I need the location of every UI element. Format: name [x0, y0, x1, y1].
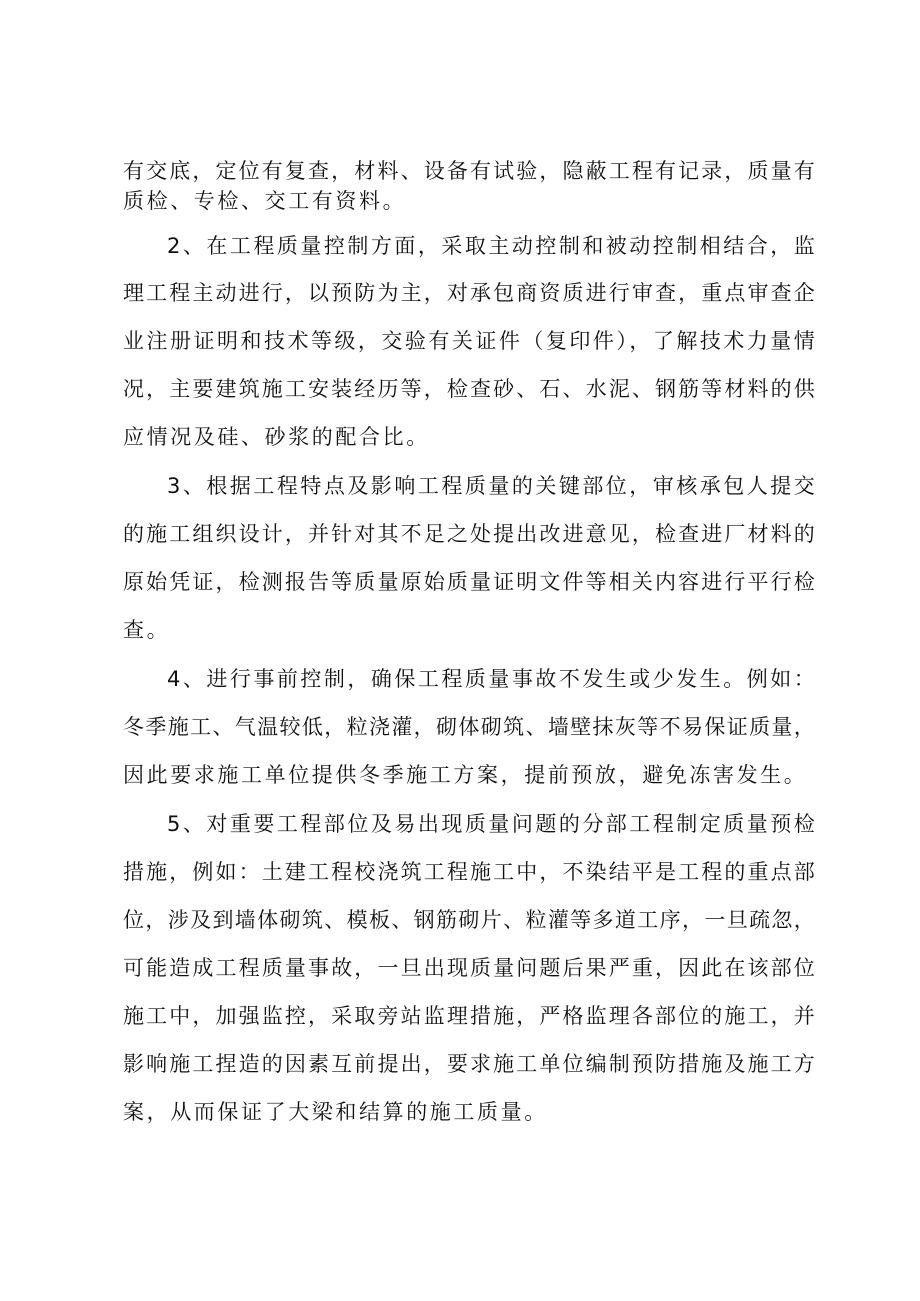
- text-line: [0, 369, 920, 409]
- paragraph-5-line: [0, 804, 920, 844]
- text-line-content: 位，涉及到墙体砌筑、模板、钢筋砌片、粒灌等多道工序，一旦疏忽，: [123, 908, 815, 932]
- text-line: [0, 273, 920, 313]
- text-line: [0, 321, 920, 361]
- text-line: [0, 562, 920, 602]
- text-line-content: 措施，例如：土建工程校浇筑工程施工中，不染结平是工程的重点部: [123, 860, 815, 884]
- text-line-content: 理工程主动进行，以预防为主，对承包商资质进行审查，重点审查企: [123, 281, 815, 305]
- text-line-content: 质检、专检、交工有资料。: [123, 189, 407, 213]
- paragraph-4-line: [0, 659, 920, 699]
- text-line-content: 况，主要建筑施工安装经历等，检查砂、石、水泥、钢筋等材料的供: [123, 377, 815, 401]
- text-line: [0, 417, 920, 457]
- text-line-content: 因此要求施工单位提供冬季施工方案，提前预放，避免冻害发生。: [123, 763, 808, 787]
- text-line: [0, 610, 920, 650]
- text-line-content: 原始凭证，检测报告等质量原始质量证明文件等相关内容进行平行检: [123, 570, 815, 594]
- text-line: [0, 755, 920, 795]
- text-line: [0, 514, 920, 554]
- text-line-content: 查。: [123, 618, 171, 642]
- text-line: [0, 707, 920, 747]
- paragraph-3-line: [0, 466, 920, 506]
- text-line-content: 影响施工捏造的因素互前提出，要求施工单位编制预防措施及施工方: [123, 1052, 815, 1076]
- text-line-content: 可能造成工程质量事故，一旦出现质量问题后果严重，因此在该部位: [123, 956, 815, 980]
- text-line-content: 案，从而保证了大梁和结算的施工质量。: [123, 1100, 548, 1124]
- text-line-content: 的施工组织设计，并针对其不足之处提出改进意见，检查进厂材料的: [123, 522, 815, 546]
- text-line: [0, 852, 920, 892]
- text-line: [0, 948, 920, 988]
- text-line: [0, 900, 920, 940]
- text-line-content: 应情况及硅、砂浆的配合比。: [123, 425, 430, 449]
- text-line-content: 有交底，定位有复查，材料、设备有试验，隐蔽工程有记录，质量有: [123, 159, 815, 183]
- text-line: [0, 1092, 920, 1132]
- text-line: [0, 181, 920, 221]
- text-line-content: 5、对重要工程部位及易出现质量问题的分部工程制定质量预检: [167, 812, 815, 836]
- text-line-content: 3、根据工程特点及影响工程质量的关键部位，审核承包人提交: [167, 474, 815, 498]
- text-line-content: 冬季施工、气温较低，粒浇灌，砌体砌筑、墙壁抹灰等不易保证质量，: [123, 715, 815, 739]
- text-line-content: 2、在工程质量控制方面，采取主动控制和被动控制相结合，监: [167, 234, 815, 258]
- text-line: [0, 996, 920, 1036]
- text-line-content: 业注册证明和技术等级，交验有关证件（复印件），了解技术力量情: [123, 329, 815, 353]
- text-line-content: 4、进行事前控制，确保工程质量事故不发生或少发生。例如：: [167, 667, 815, 691]
- text-line-content: 施工中，加强监控，采取旁站监理措施，严格监理各部位的施工，并: [123, 1004, 815, 1028]
- text-line: [0, 1044, 920, 1084]
- paragraph-2-line: [0, 226, 920, 266]
